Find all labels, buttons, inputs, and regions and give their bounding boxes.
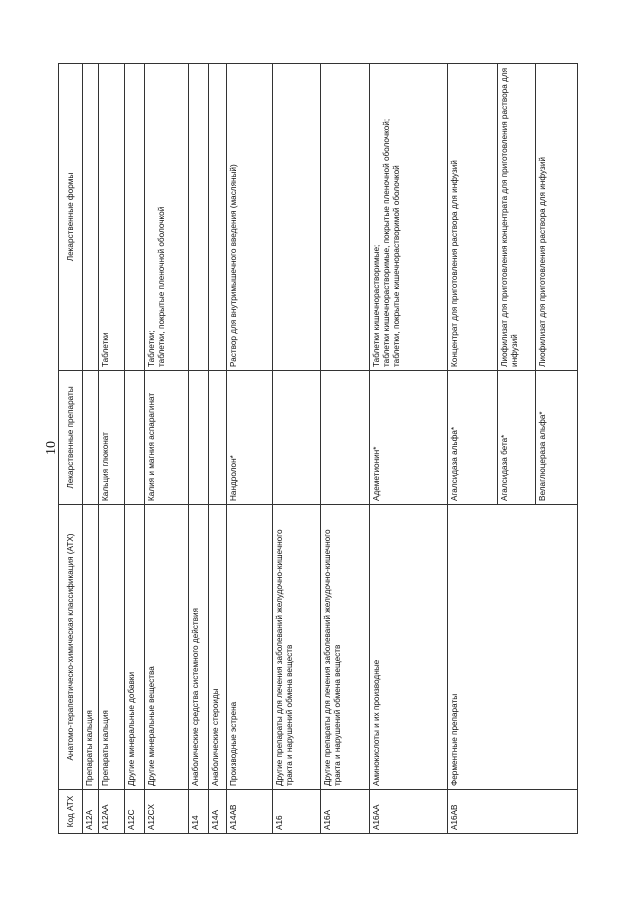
- cell-class: [497, 505, 535, 790]
- cell-code: A14: [189, 790, 209, 834]
- cell-code: A16AB: [447, 790, 497, 834]
- table-row: [227, 64, 273, 834]
- cell-code: A16A: [321, 790, 369, 834]
- cell-code: A16AA: [369, 790, 447, 834]
- cell-form: Таблетки: [99, 64, 125, 371]
- table-row: [83, 64, 99, 834]
- cell-class: Анаболические стероиды: [209, 505, 227, 790]
- cell-drug: Велаглюцераза альфа*: [535, 371, 577, 505]
- cell-drug: [83, 371, 99, 505]
- table-row: [497, 64, 535, 834]
- cell-drug: [209, 371, 227, 505]
- cell-form: [209, 64, 227, 371]
- cell-code: A14A: [209, 790, 227, 834]
- cell-class: Препараты кальция: [83, 505, 99, 790]
- cell-class: Другие минеральные добавки: [125, 505, 145, 790]
- cell-drug: Агалсидаза бета*: [497, 371, 535, 505]
- table-row: [145, 64, 189, 834]
- header-drug: Лекарственные препараты: [59, 371, 83, 505]
- cell-code: A16: [273, 790, 321, 834]
- cell-form: [321, 64, 369, 371]
- cell-form: Лиофилизат для приготовления раствора для инфузий: [535, 64, 577, 371]
- cell-form: [273, 64, 321, 371]
- header-class: Анатомо-терапевтическо-химическая классификация (АТХ): [59, 505, 83, 790]
- cell-class: Ферментные препараты: [447, 505, 497, 790]
- cell-code: A12CX: [145, 790, 189, 834]
- table-row: [209, 64, 227, 834]
- cell-class: Другие препараты для лечения заболеваний желудочно-кишечного тракта и нарушений обмена веществ: [321, 505, 369, 790]
- cell-form: Таблетки; таблетки, покрытые пленочной оболочкой: [145, 64, 189, 371]
- cell-form: [189, 64, 209, 371]
- table-row: [321, 64, 369, 834]
- cell-drug: [321, 371, 369, 505]
- table-row: [189, 64, 209, 834]
- cell-form: Концентрат для приготовления раствора для инфузий: [447, 64, 497, 371]
- cell-form: Таблетки кишечнорастворимые; таблетки кишечнорастворимые, покрытые пленочной оболочкой; таблетки, покрытые кишечнорастворимой оболочкой: [369, 64, 447, 371]
- header-form: Лекарственные формы: [59, 64, 83, 371]
- cell-drug: Агалсидаза альфа*: [447, 371, 497, 505]
- cell-drug: Адеметионин*: [369, 371, 447, 505]
- drug-table: [58, 63, 578, 834]
- cell-form: Раствор для внутримышечного введения (масляный): [227, 64, 273, 371]
- cell-form: [125, 64, 145, 371]
- cell-drug: Кальция глюконат: [99, 371, 125, 505]
- cell-class: Анаболические средства системного действия: [189, 505, 209, 790]
- table-header-row: [59, 64, 83, 834]
- cell-code: A12C: [125, 790, 145, 834]
- header-code: Код АТХ: [59, 790, 83, 834]
- cell-class: Препараты кальция: [99, 505, 125, 790]
- cell-drug: [125, 371, 145, 505]
- table-row: [447, 64, 497, 834]
- cell-drug: Калия и магния аспарагинат: [145, 371, 189, 505]
- cell-form: Лиофилизат для приготовления концентрата для приготовления раствора для инфузий: [497, 64, 535, 371]
- cell-drug: [189, 371, 209, 505]
- table-row: [125, 64, 145, 834]
- cell-code: [497, 790, 535, 834]
- cell-code: A14AB: [227, 790, 273, 834]
- cell-drug: [273, 371, 321, 505]
- cell-code: [535, 790, 577, 834]
- cell-class: Производные эстрена: [227, 505, 273, 790]
- cell-code: A12AA: [99, 790, 125, 834]
- cell-class: Аминокислоты и их производные: [369, 505, 447, 790]
- cell-class: Другие минеральные вещества: [145, 505, 189, 790]
- cell-drug: Нандролон*: [227, 371, 273, 505]
- cell-form: [83, 64, 99, 371]
- table-row: [273, 64, 321, 834]
- page-number: 10: [44, 441, 59, 455]
- table-row: [369, 64, 447, 834]
- table-row: [99, 64, 125, 834]
- cell-code: A12A: [83, 790, 99, 834]
- table-row: [535, 64, 577, 834]
- drug-table-container: [58, 64, 578, 834]
- cell-class: Другие препараты для лечения заболеваний желудочно-кишечного тракта и нарушений обмена веществ: [273, 505, 321, 790]
- cell-class: [535, 505, 577, 790]
